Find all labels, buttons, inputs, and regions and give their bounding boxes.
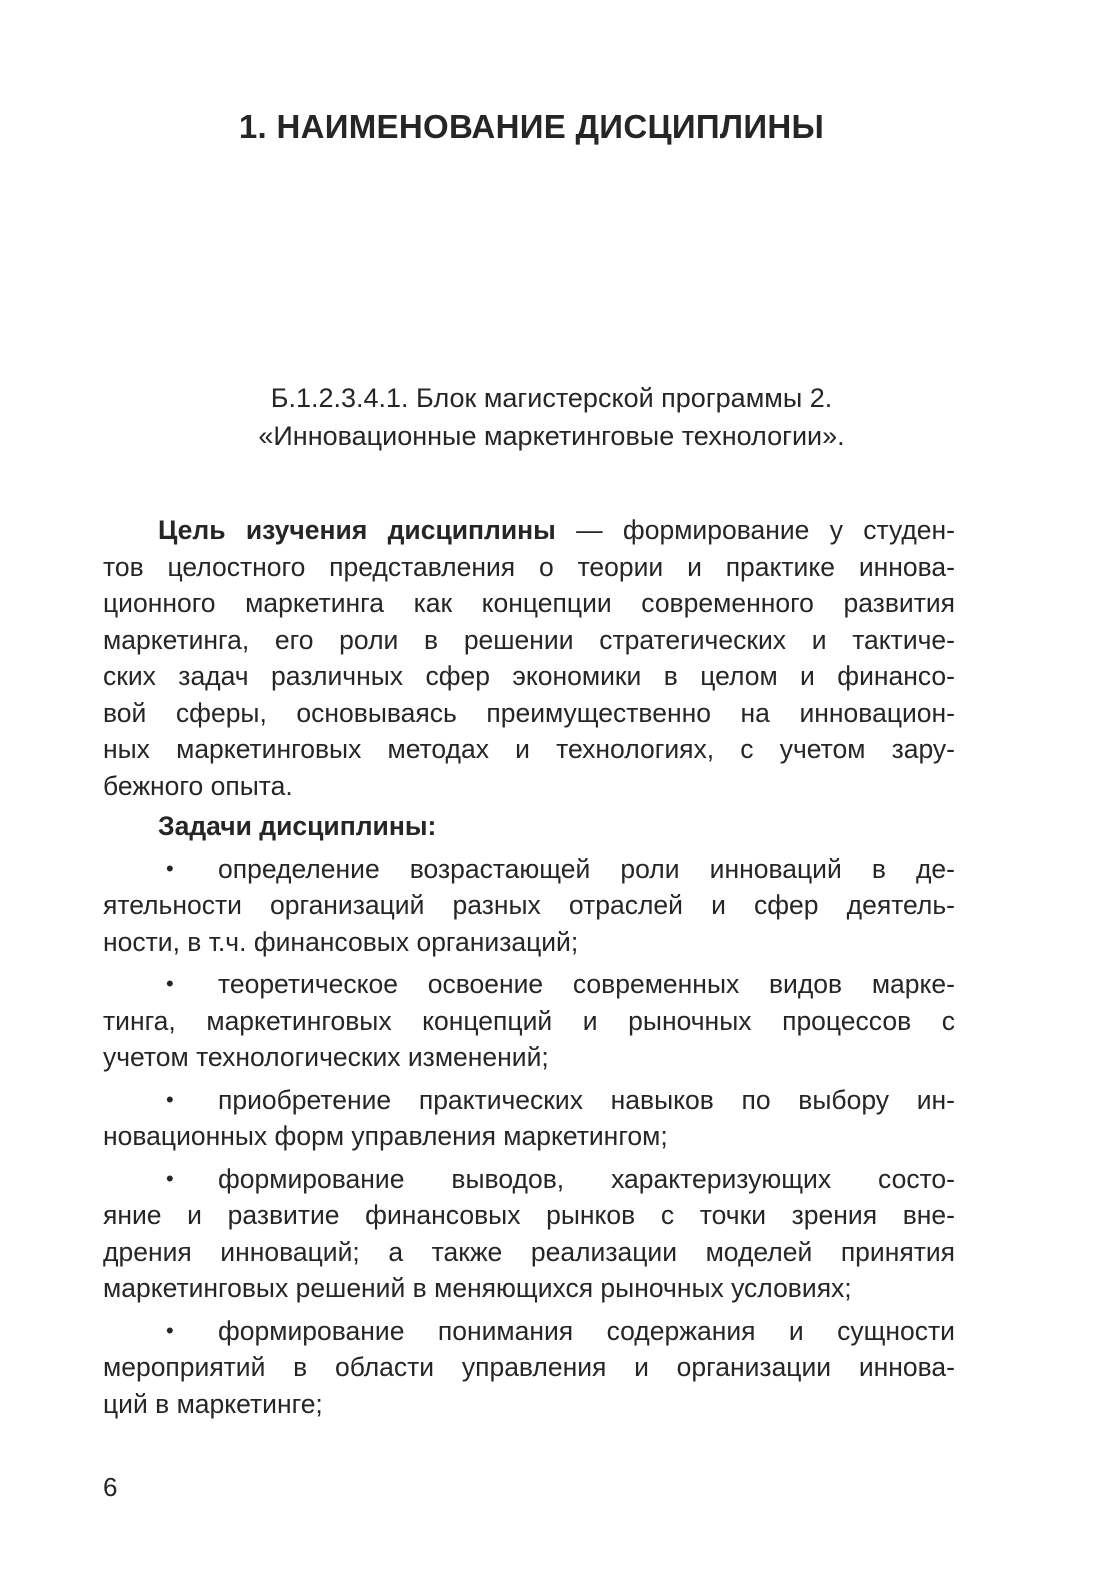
text-line: теоретическое освоение современных видов марке- (218, 969, 955, 999)
bullet-icon: • (166, 971, 174, 996)
page-number: 6 (103, 1472, 118, 1502)
text-line: тов целостного представления о теории и практике иннова- (103, 551, 955, 582)
list-item (103, 1313, 955, 1423)
text-line: ности, в т.ч. финансовых организаций; (103, 926, 579, 957)
page-title: 1. НАИМЕНОВАНИЕ ДИСЦИПЛИНЫ (238, 108, 825, 145)
text-line: учетом технологических изменений; (103, 1042, 549, 1072)
text-line: маркетинговых решений в меняющихся рыночных условиях; (103, 1273, 852, 1303)
goal-paragraph (103, 512, 955, 804)
text-line: ций в маркетинге; (103, 1388, 323, 1419)
text-line: формирование понимания содержания и сущности (218, 1315, 955, 1346)
text-line: яние и развитие финансовых рынков с точки зрения вне- (103, 1200, 955, 1230)
bullet-icon: • (166, 855, 174, 881)
document-body (103, 512, 955, 1422)
list-item (103, 966, 955, 1076)
text-line: ятельности организаций разных отраслей и сфер деятель- (103, 890, 955, 920)
list-item (103, 851, 955, 961)
text-line: дрения инноваций; а также реализации моделей принятия (103, 1236, 955, 1267)
text-line: ционного маркетинга как концепции современного развития (103, 588, 955, 618)
text-line: определение возрастающей роли инноваций в де- (218, 853, 955, 884)
bullet-icon: • (166, 1165, 174, 1191)
tasks-heading: Задачи дисциплины: (158, 811, 437, 841)
text-segment: — формирование у студен- (555, 515, 955, 545)
text-line: ских задач различных сфер экономики в целом и финансо- (103, 661, 955, 691)
bullet-icon: • (166, 1317, 174, 1343)
text-line: мероприятий в области управления и организации иннова- (103, 1352, 955, 1382)
text-line: ных маркетинговых методах и технологиях, с учетом зару- (103, 734, 955, 764)
text-line: маркетинга, его роли в решении стратегических и тактиче- (103, 624, 955, 655)
goal-label: Цель изучения дисциплины (158, 515, 556, 545)
list-item (103, 1082, 955, 1155)
text-line: формирование выводов, характеризующих состо- (218, 1163, 955, 1194)
list-item (103, 1161, 955, 1307)
subtitle-line: «Инновационные маркетинговые технологии». (258, 421, 845, 451)
text-line: приобретение практических навыков по выбору ин- (218, 1084, 955, 1115)
text-line: новационных форм управления маркетингом; (103, 1121, 668, 1151)
bullet-icon: • (166, 1086, 174, 1112)
text-line: бежного опыта. (103, 770, 293, 801)
text-line (103, 512, 955, 549)
text-line: тинга, маркетинговых концепций и рыночных процессов с (103, 1005, 955, 1036)
text-line: вой сферы, основываясь преимущественно на инновацион- (103, 697, 955, 728)
subtitle-line: Б.1.2.3.4.1. Блок магистерской программы 2. (270, 383, 833, 413)
